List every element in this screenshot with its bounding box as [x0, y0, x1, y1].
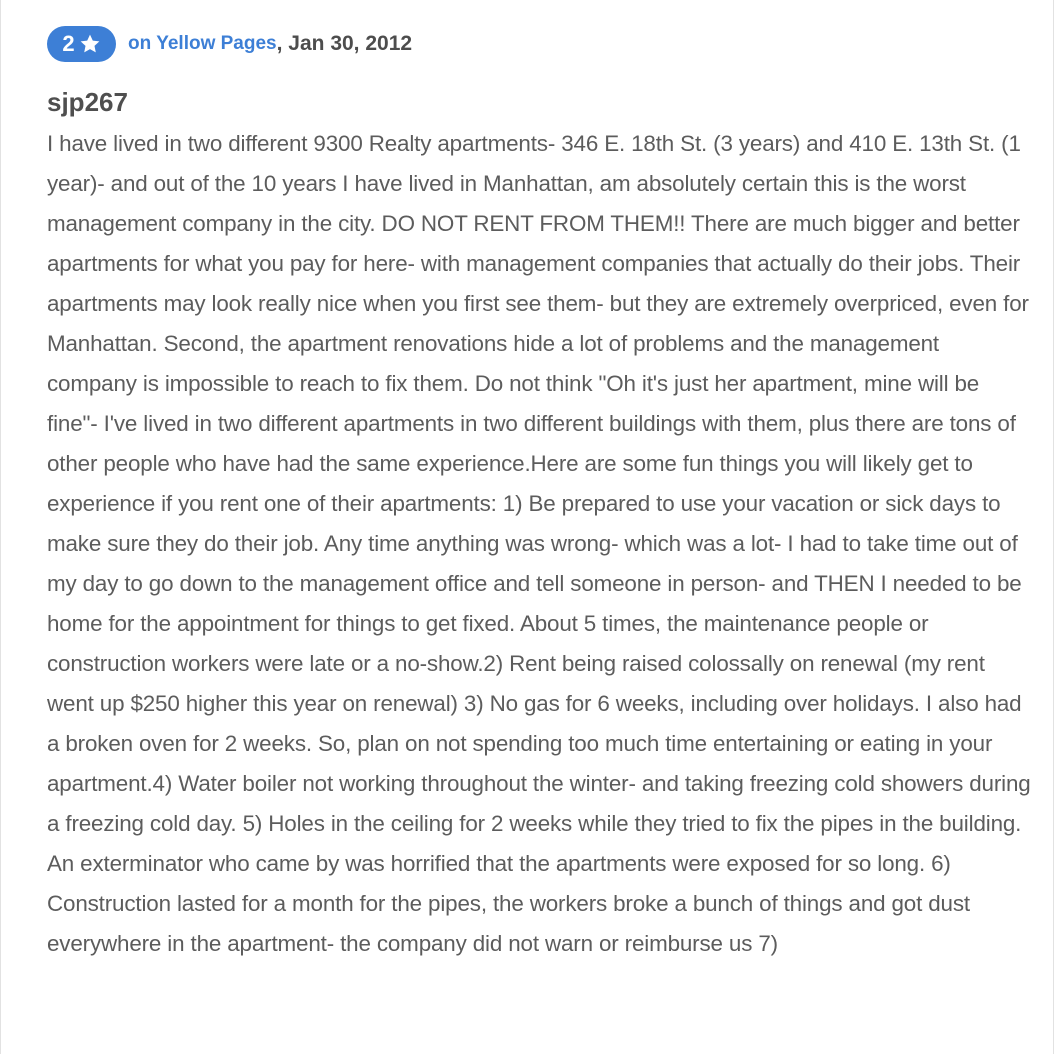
source-prefix: on [128, 33, 152, 54]
rating-value: 2 [62, 31, 75, 56]
star-icon [79, 33, 101, 55]
rating-badge [47, 26, 116, 62]
review-date-separator: , [276, 32, 289, 55]
review-text: I have lived in two different 9300 Realty apartments- 346 E. 18th St. (3 years) and 410 E. 13th St. (1 year)- and out of the 10 years I have lived in Manhattan, am absolutely certain this is the worst management company in the city. DO NOT RENT FROM THEM!! There are much bigger and better apartments for what you pay for here- with management companies that actually do their jobs. Their apartments may look really nice when you first see them- but they are extremely overpriced, even for Manhattan. Second, the apartment renovations hide a lot of problems and the management company is impossible to reach to fix them. Do not think "Oh it's just her apartment, mine will be fine"- I've lived in two different apartments in two different buildings with them, plus there are tons of other people who have had the same experience.Here are some fun things you will likely get to experience if you rent one of their apartments: 1) Be prepared to use your vacation or sick days to make sure they do their job. Any time anything was wrong- which was a lot- I had to take time out of my day to go down to the management office and tell someone in person- and THEN I needed to be home for the appointment for things to get fixed. About 5 times, the maintenance people or construction workers were late or a no-show.2) Rent being raised colossally on renewal (my rent went up $250 higher this year on renewal) 3) No gas for 6 weeks, including over holidays. I also had a broken oven for 2 weeks. So, plan on not spending too much time entertaining or eating in your apartment.4) Water boiler not working throughout the winter- and taking freezing cold showers during a freezing cold day. 5) Holes in the ceiling for 2 weeks while they tried to fix the pipes in the building. An exterminator who came by was horrified that the apartments were exposed for so long. 6) Construction lasted for a month for the pipes, the workers broke a bunch of things and got dust everywhere in the apartment- the company did not warn or reimburse us 7) [47, 131, 1031, 956]
review-date: Jan 30, 2012 [288, 32, 413, 55]
review-author: sjp267 [47, 87, 128, 117]
source-link[interactable]: Yellow Pages [156, 33, 277, 54]
review-meta [47, 26, 412, 62]
